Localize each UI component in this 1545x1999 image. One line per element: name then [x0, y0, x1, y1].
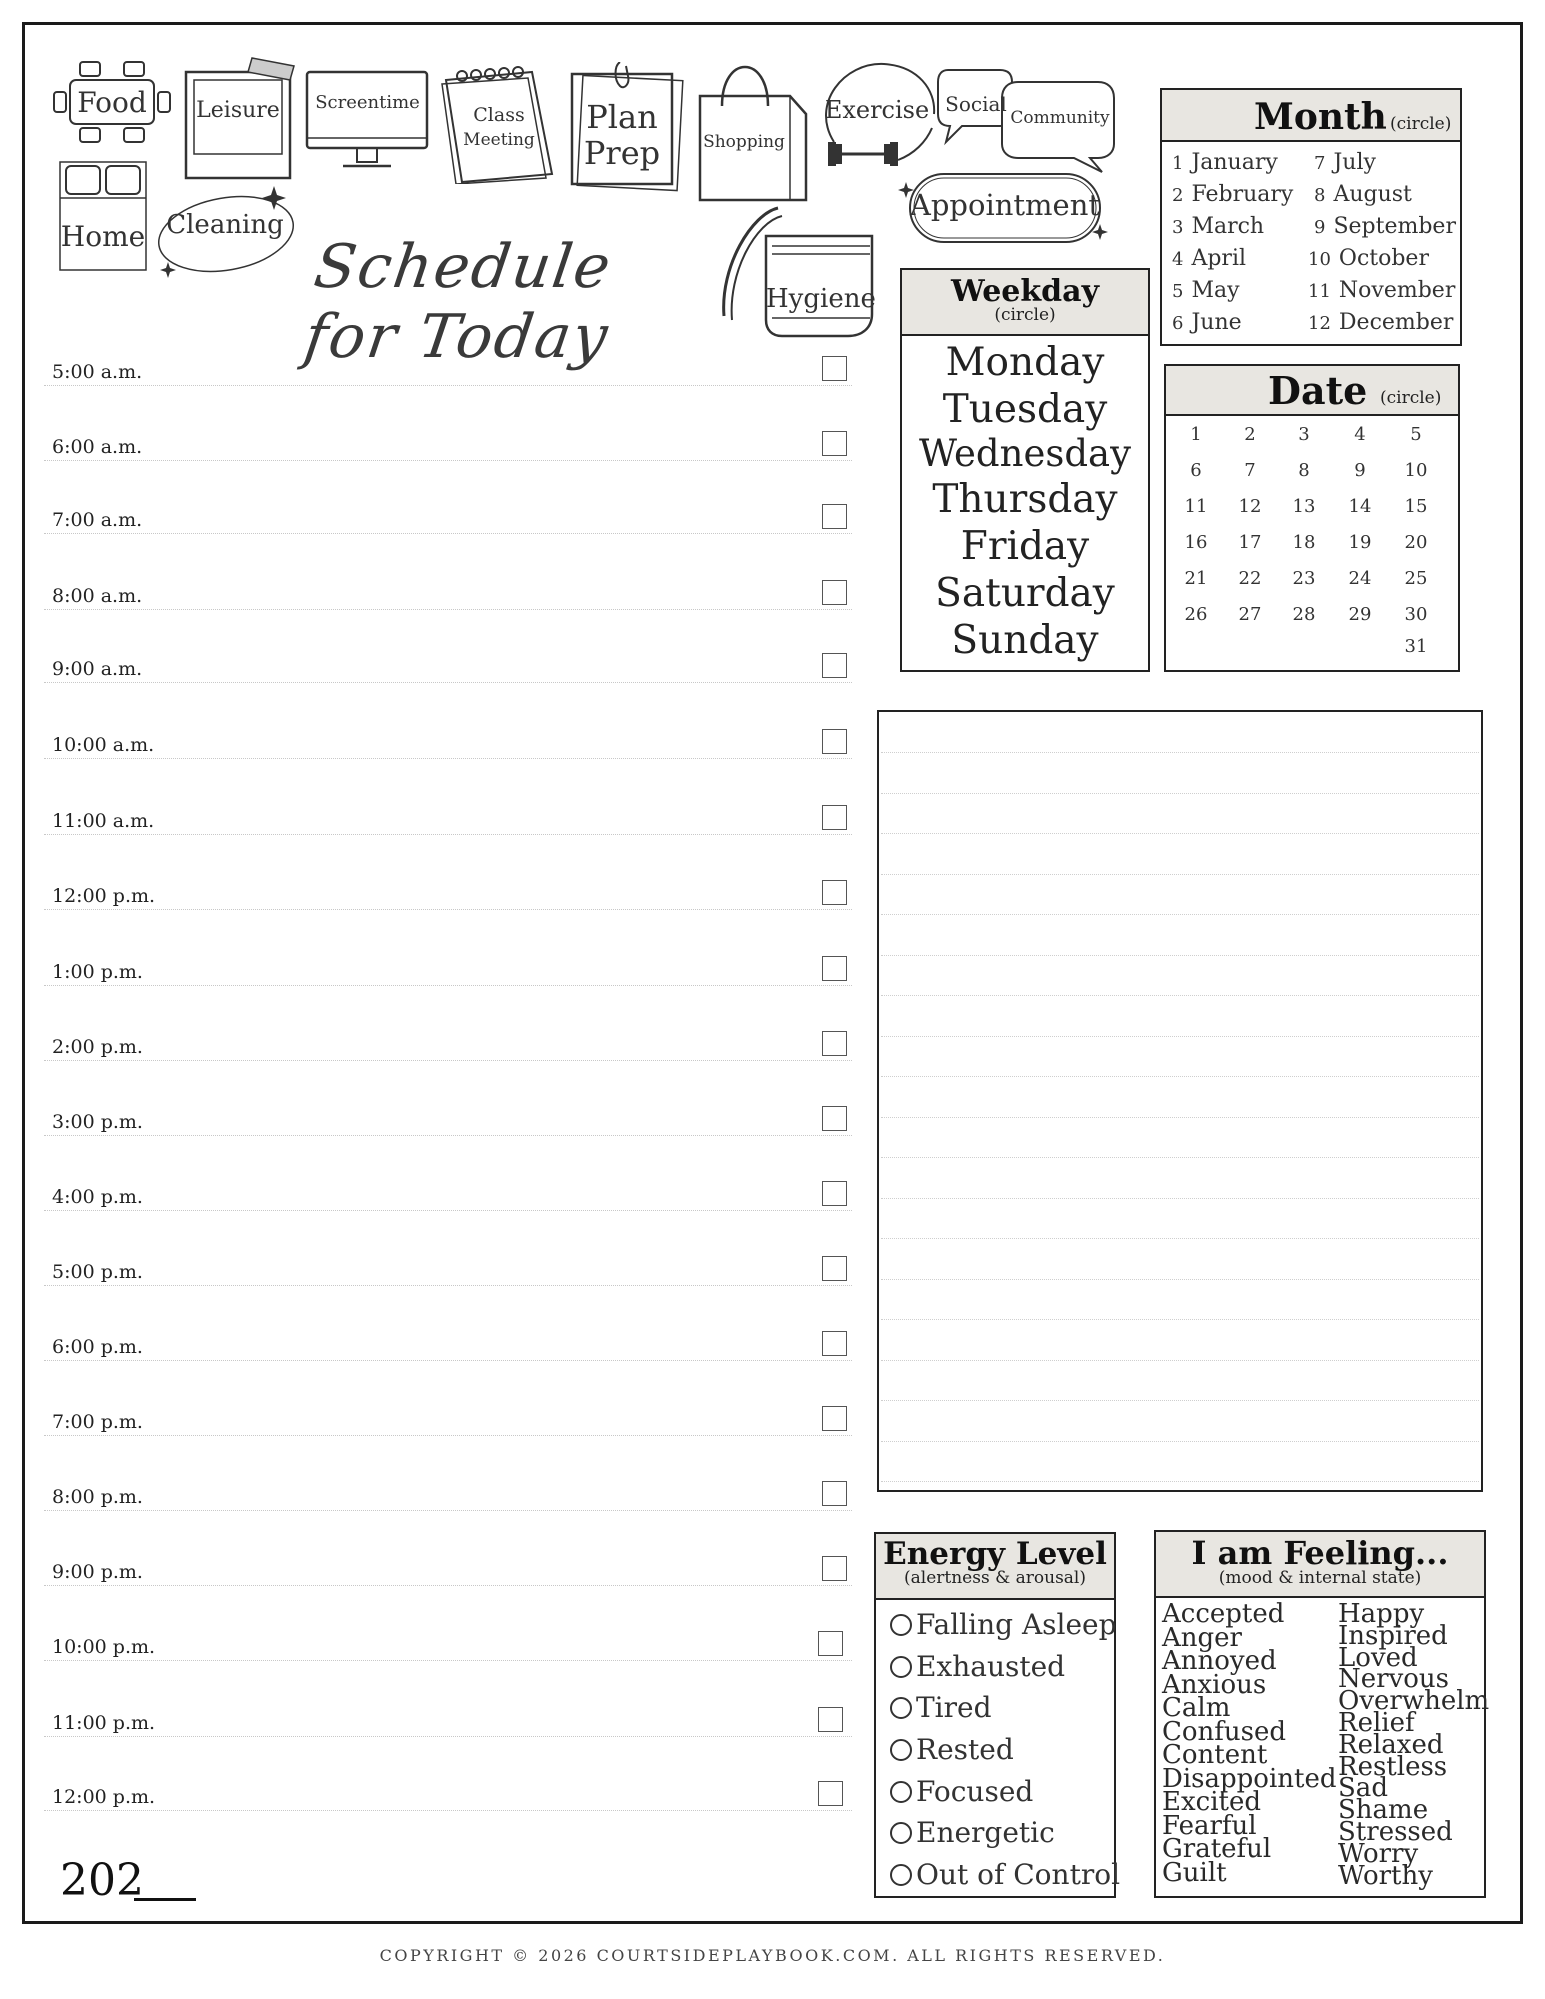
- note-line[interactable]: [881, 833, 1479, 834]
- date-option[interactable]: 5: [1410, 424, 1422, 445]
- weekday-option[interactable]: Monday: [945, 340, 1105, 385]
- date-option[interactable]: 13: [1292, 496, 1316, 517]
- date-option[interactable]: 16: [1184, 532, 1208, 553]
- exercise-label: Exercise: [824, 96, 930, 124]
- food-sticker[interactable]: [52, 58, 172, 148]
- energy-option[interactable]: Falling Asleep: [890, 1608, 1117, 1641]
- slot-checkbox[interactable]: [822, 805, 847, 830]
- radio-icon[interactable]: [890, 1656, 912, 1678]
- month-title: Month: [1254, 96, 1387, 138]
- month-option[interactable]: 9 September: [1314, 214, 1456, 239]
- date-option[interactable]: 23: [1292, 568, 1316, 589]
- slot-checkbox[interactable]: [822, 431, 847, 456]
- month-subtitle: (circle): [1390, 114, 1452, 134]
- feeling-option[interactable]: Guilt: [1162, 1857, 1227, 1888]
- time-label: 8:00 p.m.: [52, 1486, 143, 1508]
- energy-title: Energy Level: [883, 1536, 1107, 1572]
- energy-option[interactable]: Energetic: [890, 1816, 1055, 1849]
- time-slot[interactable]: [44, 421, 852, 461]
- leisure-label: Leisure: [196, 98, 280, 123]
- date-option[interactable]: 7: [1244, 460, 1256, 481]
- radio-icon[interactable]: [890, 1739, 912, 1761]
- note-line[interactable]: [881, 1076, 1479, 1077]
- radio-icon[interactable]: [890, 1697, 912, 1719]
- time-slot[interactable]: [44, 643, 852, 683]
- slot-checkbox[interactable]: [822, 1481, 847, 1506]
- time-slot[interactable]: [44, 1171, 852, 1211]
- leisure-sticker[interactable]: [182, 52, 306, 182]
- feeling-option[interactable]: Nervous: [1338, 1664, 1449, 1695]
- feeling-option[interactable]: Excited: [1162, 1787, 1261, 1817]
- weekday-header: [902, 270, 1148, 336]
- month-option[interactable]: 3 March: [1172, 214, 1265, 239]
- weekday-option[interactable]: Thursday: [932, 477, 1118, 522]
- energy-option[interactable]: Tired: [890, 1691, 992, 1724]
- month-header: [1162, 90, 1460, 142]
- month-option[interactable]: 5 May: [1172, 278, 1240, 303]
- screentime-label: Screentime: [315, 92, 420, 113]
- cleaning-sticker[interactable]: [154, 186, 296, 278]
- schedule-title: Schedule for Today: [300, 232, 617, 372]
- note-line[interactable]: [881, 914, 1479, 915]
- note-line[interactable]: [881, 995, 1479, 996]
- date-option[interactable]: 21: [1184, 568, 1208, 589]
- slot-checkbox[interactable]: [818, 1707, 843, 1732]
- social-label: Social: [945, 92, 1007, 116]
- feeling-option[interactable]: Accepted: [1162, 1599, 1285, 1629]
- feeling-option[interactable]: Inspired: [1338, 1620, 1448, 1651]
- time-label: 8:00 a.m.: [52, 585, 143, 607]
- prep-label: Prep: [583, 134, 661, 172]
- year-blank[interactable]: [134, 1898, 196, 1901]
- shopping-sticker[interactable]: [694, 54, 812, 202]
- feeling-option[interactable]: Happy: [1338, 1599, 1425, 1629]
- month-option[interactable]: 10 October: [1308, 246, 1429, 271]
- slot-checkbox[interactable]: [822, 1181, 847, 1206]
- weekday-option[interactable]: Tuesday: [942, 387, 1108, 432]
- date-option[interactable]: 15: [1404, 496, 1428, 517]
- weekday-option[interactable]: Friday: [960, 524, 1090, 569]
- date-option[interactable]: 20: [1404, 532, 1428, 553]
- feeling-option[interactable]: Worry: [1338, 1838, 1419, 1869]
- time-slot[interactable]: [44, 870, 852, 910]
- date-option[interactable]: 8: [1298, 460, 1310, 481]
- class-label: Class: [473, 104, 525, 126]
- feeling-option[interactable]: Sad: [1338, 1773, 1388, 1804]
- feeling-option[interactable]: Overwhelm: [1338, 1686, 1490, 1717]
- community-label: Community: [1010, 108, 1110, 128]
- energy-option[interactable]: Focused: [890, 1775, 1033, 1808]
- time-label: 11:00 a.m.: [52, 810, 155, 832]
- time-label: 1:00 p.m.: [52, 961, 143, 983]
- time-label: 7:00 a.m.: [52, 509, 143, 531]
- date-title: Date: [1268, 368, 1368, 413]
- time-label: 3:00 p.m.: [52, 1111, 143, 1133]
- feeling-option[interactable]: Content: [1162, 1740, 1268, 1770]
- date-option[interactable]: 27: [1238, 604, 1262, 625]
- meeting-label: Meeting: [463, 130, 535, 150]
- radio-icon[interactable]: [890, 1822, 912, 1844]
- feeling-option[interactable]: Restless: [1338, 1751, 1448, 1782]
- monitor-icon: [305, 70, 430, 175]
- time-slot[interactable]: [44, 1246, 852, 1286]
- feeling-option[interactable]: Anxious: [1162, 1669, 1267, 1700]
- feeling-option[interactable]: Grateful: [1162, 1834, 1272, 1864]
- time-label: 5:00 a.m.: [52, 361, 143, 383]
- slot-checkbox[interactable]: [822, 1556, 847, 1581]
- date-option[interactable]: 19: [1348, 532, 1372, 553]
- feeling-subtitle: (mood & internal state): [1218, 1568, 1422, 1588]
- note-line[interactable]: [881, 793, 1479, 794]
- energy-option[interactable]: Out of Control: [890, 1858, 1120, 1891]
- date-option[interactable]: 28: [1292, 604, 1316, 625]
- weekday-box: [900, 268, 1150, 672]
- date-option[interactable]: 10: [1404, 460, 1428, 481]
- feeling-option[interactable]: Relief: [1338, 1708, 1415, 1738]
- time-label: 11:00 p.m.: [52, 1712, 156, 1734]
- cleaning-label: Cleaning: [166, 210, 284, 240]
- date-option[interactable]: 29: [1348, 604, 1372, 625]
- date-option[interactable]: 31: [1404, 636, 1428, 657]
- note-line[interactable]: [881, 955, 1479, 956]
- exercise-sticker[interactable]: [814, 60, 940, 176]
- date-option[interactable]: 4: [1354, 424, 1366, 445]
- hygiene-sticker[interactable]: [722, 206, 878, 340]
- note-line[interactable]: [881, 1400, 1479, 1401]
- month-option[interactable]: 1 January: [1172, 150, 1278, 175]
- note-line[interactable]: [881, 1238, 1479, 1239]
- food-label: Food: [77, 86, 147, 119]
- date-option[interactable]: 9: [1354, 460, 1366, 481]
- feeling-option[interactable]: Disappointed: [1162, 1763, 1337, 1794]
- appointment-label: Appointment: [909, 188, 1101, 222]
- class-meeting-sticker[interactable]: [440, 66, 558, 184]
- note-line[interactable]: [881, 874, 1479, 875]
- date-option[interactable]: 3: [1298, 424, 1310, 445]
- note-line[interactable]: [881, 1157, 1479, 1158]
- date-header: [1166, 366, 1458, 416]
- plan-label: Plan: [586, 98, 658, 136]
- feeling-option[interactable]: Relaxed: [1338, 1729, 1444, 1760]
- feeling-option[interactable]: Worthy: [1338, 1860, 1433, 1891]
- note-line[interactable]: [881, 1441, 1479, 1442]
- note-line[interactable]: [881, 1198, 1479, 1199]
- time-slot[interactable]: [44, 570, 852, 610]
- time-label: 5:00 p.m.: [52, 1261, 143, 1283]
- screentime-sticker[interactable]: [305, 70, 430, 175]
- time-label: 10:00 p.m.: [52, 1636, 156, 1658]
- date-option[interactable]: 18: [1292, 532, 1316, 553]
- slot-checkbox[interactable]: [822, 880, 847, 905]
- feeling-option[interactable]: Calm: [1162, 1693, 1231, 1723]
- month-option[interactable]: 11 November: [1308, 278, 1456, 303]
- month-option[interactable]: 8 August: [1314, 182, 1412, 207]
- radio-icon[interactable]: [890, 1864, 912, 1886]
- feeling-option[interactable]: Confused: [1162, 1716, 1287, 1747]
- time-label: 9:00 p.m.: [52, 1561, 143, 1583]
- note-line[interactable]: [881, 1036, 1479, 1037]
- feeling-header: [1156, 1532, 1484, 1598]
- time-label: 4:00 p.m.: [52, 1186, 143, 1208]
- date-box: [1164, 364, 1460, 672]
- home-sticker[interactable]: [58, 160, 148, 272]
- weekday-option[interactable]: Sunday: [951, 618, 1099, 663]
- weekday-option[interactable]: Saturday: [935, 571, 1115, 616]
- month-option[interactable]: 6 June: [1172, 310, 1242, 335]
- time-slot[interactable]: [44, 1546, 852, 1586]
- date-option[interactable]: 2: [1244, 424, 1256, 445]
- feeling-option[interactable]: Shame: [1338, 1795, 1429, 1826]
- time-label: 2:00 p.m.: [52, 1036, 143, 1058]
- note-line[interactable]: [881, 752, 1479, 753]
- time-label: 7:00 p.m.: [52, 1411, 143, 1433]
- month-option[interactable]: 2 February: [1172, 182, 1294, 207]
- weekday-subtitle: (circle): [994, 305, 1056, 325]
- slot-checkbox[interactable]: [822, 1106, 847, 1131]
- time-slot[interactable]: [44, 346, 852, 386]
- shopping-bag-icon: [694, 54, 812, 202]
- date-option[interactable]: 22: [1238, 568, 1262, 589]
- feeling-title: I am Feeling...: [1191, 1534, 1449, 1572]
- slot-checkbox[interactable]: [822, 729, 847, 754]
- slot-checkbox[interactable]: [822, 1256, 847, 1281]
- feeling-box: [1154, 1530, 1490, 1898]
- plan-prep-sticker[interactable]: [562, 62, 692, 194]
- feeling-option[interactable]: Loved: [1338, 1642, 1418, 1673]
- date-option[interactable]: 30: [1404, 604, 1428, 625]
- radio-icon[interactable]: [890, 1781, 912, 1803]
- time-slot[interactable]: [44, 1321, 852, 1361]
- month-option[interactable]: 12 December: [1308, 310, 1454, 335]
- bed-icon: [58, 160, 148, 272]
- time-slot[interactable]: [44, 719, 852, 759]
- slot-checkbox[interactable]: [822, 1406, 847, 1431]
- social-community-sticker[interactable]: [934, 62, 1116, 174]
- feeling-option[interactable]: Fearful: [1162, 1810, 1257, 1841]
- month-option[interactable]: 4 April: [1172, 246, 1247, 271]
- slot-checkbox[interactable]: [818, 1781, 843, 1806]
- radio-icon[interactable]: [890, 1614, 912, 1636]
- date-option[interactable]: 14: [1348, 496, 1372, 517]
- time-label: 6:00 a.m.: [52, 436, 143, 458]
- time-slot[interactable]: [44, 1771, 852, 1811]
- time-slot[interactable]: [44, 494, 852, 534]
- year-label: 202: [60, 1855, 144, 1906]
- energy-subtitle: (alertness & arousal): [904, 1568, 1086, 1588]
- energy-option[interactable]: Exhausted: [890, 1650, 1065, 1683]
- hygiene-label: Hygiene: [766, 284, 876, 314]
- slot-checkbox[interactable]: [822, 580, 847, 605]
- shopping-label: Shopping: [703, 132, 785, 152]
- time-label: 12:00 p.m.: [52, 885, 156, 907]
- slot-checkbox[interactable]: [818, 1631, 843, 1656]
- note-line[interactable]: [881, 1117, 1479, 1118]
- date-option[interactable]: 1: [1190, 424, 1202, 445]
- time-label: 6:00 p.m.: [52, 1336, 143, 1358]
- time-label: 12:00 p.m.: [52, 1786, 156, 1808]
- slot-checkbox[interactable]: [822, 1031, 847, 1056]
- time-slot[interactable]: [44, 795, 852, 835]
- appointment-sticker[interactable]: [898, 170, 1112, 246]
- time-slot[interactable]: [44, 1621, 852, 1661]
- slot-checkbox[interactable]: [822, 1331, 847, 1356]
- energy-option[interactable]: Rested: [890, 1733, 1014, 1766]
- weekday-title: Weekday: [950, 274, 1100, 309]
- date-option[interactable]: 26: [1184, 604, 1208, 625]
- note-line[interactable]: [881, 1279, 1479, 1280]
- slot-checkbox[interactable]: [822, 956, 847, 981]
- time-slot[interactable]: [44, 1096, 852, 1136]
- home-label: Home: [60, 220, 146, 253]
- feeling-option[interactable]: Anger: [1162, 1622, 1242, 1653]
- time-label: 10:00 a.m.: [52, 734, 155, 756]
- date-option[interactable]: 12: [1238, 496, 1262, 517]
- time-slot[interactable]: [44, 946, 852, 986]
- energy-level-box: [874, 1532, 1121, 1898]
- note-line[interactable]: [881, 1319, 1479, 1320]
- month-option[interactable]: 7 July: [1314, 150, 1376, 175]
- note-line[interactable]: [881, 1481, 1479, 1482]
- jar-icon: [722, 206, 878, 340]
- feeling-option[interactable]: Annoyed: [1162, 1646, 1277, 1676]
- date-option[interactable]: 24: [1348, 568, 1372, 589]
- energy-header: [876, 1534, 1114, 1600]
- copyright-footer: COPYRIGHT © 2026 COURTSIDEPLAYBOOK.COM. ALL RIGHTS RESERVED.: [379, 1946, 1166, 1965]
- slot-checkbox[interactable]: [822, 504, 847, 529]
- slot-checkbox[interactable]: [822, 653, 847, 678]
- note-line[interactable]: [881, 1360, 1479, 1361]
- slot-checkbox[interactable]: [822, 356, 847, 381]
- month-box: [1160, 88, 1462, 346]
- date-option[interactable]: 17: [1238, 532, 1262, 553]
- date-subtitle: (circle): [1380, 388, 1442, 408]
- notes-area[interactable]: [877, 710, 1483, 1492]
- time-slot[interactable]: [44, 1021, 852, 1061]
- weekday-option[interactable]: Wednesday: [919, 432, 1131, 475]
- time-label: 9:00 a.m.: [52, 658, 143, 680]
- feeling-option[interactable]: Stressed: [1338, 1817, 1453, 1847]
- date-option[interactable]: 25: [1404, 568, 1428, 589]
- date-option[interactable]: 6: [1190, 460, 1202, 481]
- date-option[interactable]: 11: [1184, 496, 1208, 517]
- time-slot[interactable]: [44, 1697, 852, 1737]
- time-slot[interactable]: [44, 1471, 852, 1511]
- time-slot[interactable]: [44, 1396, 852, 1436]
